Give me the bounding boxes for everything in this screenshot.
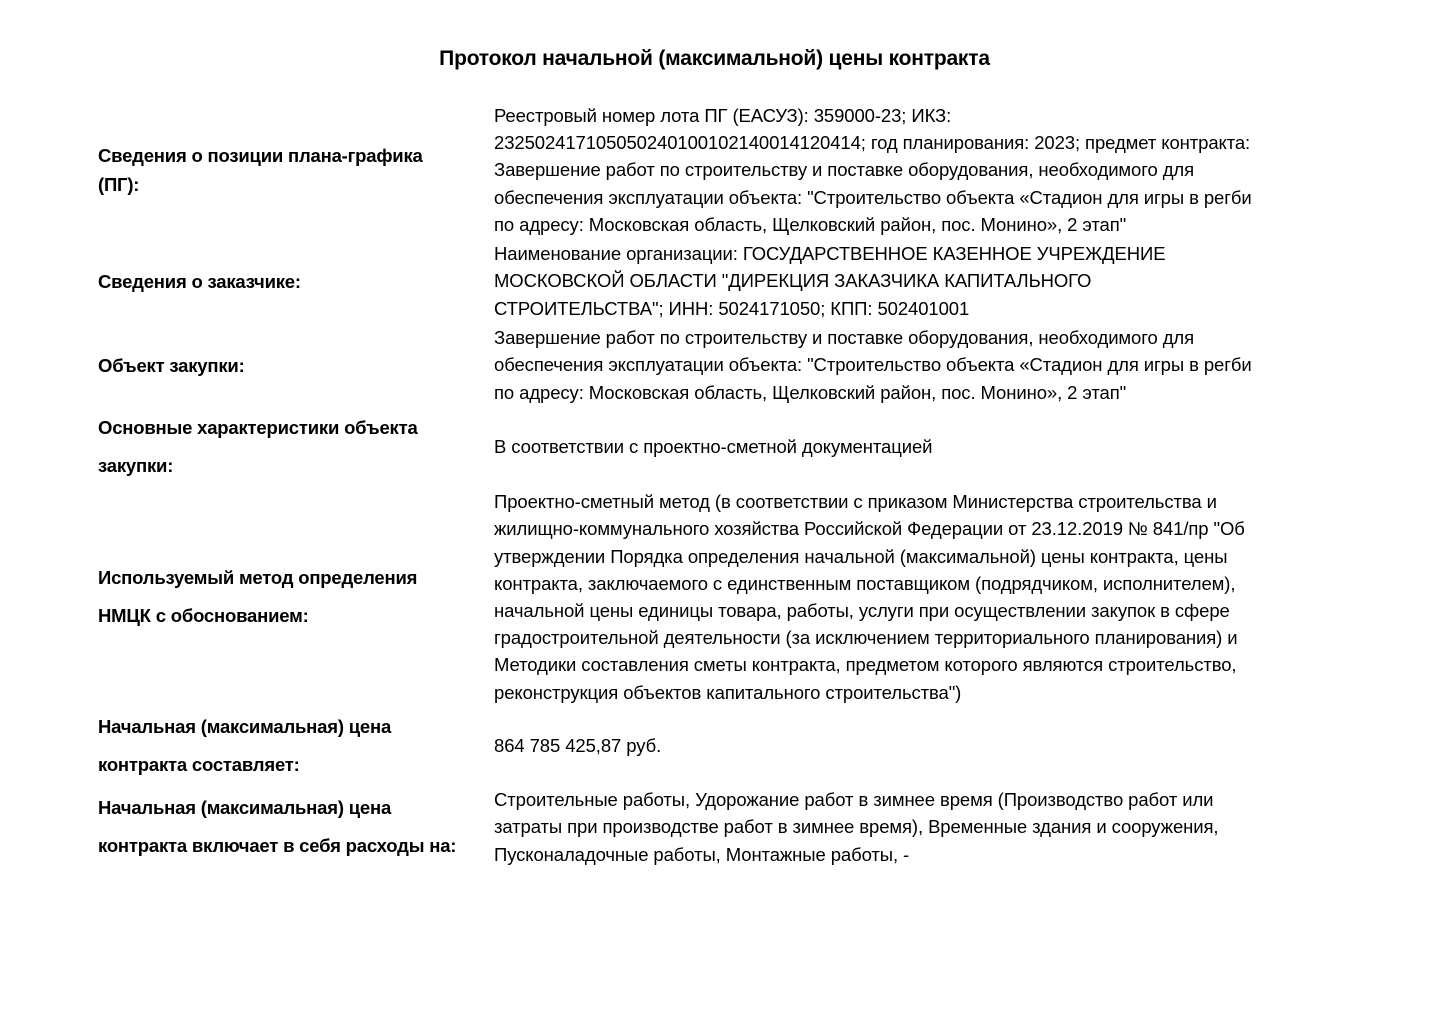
price-value: 864 785 425,87 руб.: [494, 735, 662, 757]
row-label: Объект закупки:: [98, 354, 245, 376]
row-label: Начальная (максимальная) цена контракта включает в себя расходы на:: [98, 797, 457, 856]
row-pricing-method: [98, 488, 1358, 706]
row-initial-price: [98, 708, 1358, 784]
row-label: Сведения о позиции плана-графика (ПГ):: [98, 145, 423, 195]
row-customer: [98, 240, 1358, 322]
row-main-characteristics: [98, 409, 1358, 485]
row-value: Проектно-сметный метод (в соответствии с приказом Министерства строительства и жилищно-коммунального хозяйства Российской Федерации от 23.12.2019 № 841/пр "Об утверждении Порядка определения начальной (максимальной) цены контракта, цены контракта, заключаемого с единственным поставщиком (подрядчиком, исполнителем), начальной цены единицы товара, работы, услуги при осуществлении закупок в сфере градостроительной деятельности (за исключением территориального планирования) и Методики составления сметы контракта, предметом которого являются строительство, реконструкция объектов капитального строительства"): [494, 491, 1245, 703]
document-title: Протокол начальной (максимальной) цены контракта: [439, 47, 990, 70]
row-plan-schedule: [98, 102, 1358, 238]
row-procurement-object: [98, 324, 1358, 406]
row-value: Строительные работы, Удорожание работ в зимнее время (Производство работ или затраты при производстве работ в зимнее время), Временные здания и сооружения, Пусконаладочные работы, Монтажные работы, -: [494, 789, 1219, 865]
row-value: В соответствии с проектно-сметной документацией: [494, 436, 933, 458]
row-value: Реестровый номер лота ПГ (ЕАСУЗ): 359000-23; ИКЗ: 232502417105050240100102140014120414; год планирования: 2023; предмет контракта: Завершение работ по строительству и поставке оборудования, необходимого для обеспечения эксплуатации объекта: "Строительство объекта «Стадион для игры в регби по адресу: Московская область, Щелковский район, пос. Монино», 2 этап": [494, 105, 1252, 235]
row-label: Сведения о заказчике:: [98, 270, 301, 292]
row-value: Наименование организации: ГОСУДАРСТВЕННОЕ КАЗЕННОЕ УЧРЕЖДЕНИЕ МОСКОВСКОЙ ОБЛАСТИ "ДИРЕКЦИЯ ЗАКАЗЧИКА КАПИТАЛЬНОГО СТРОИТЕЛЬСТВА"; ИНН: 5024171050; КПП: 502401001: [494, 243, 1166, 319]
row-label: Начальная (максимальная) цена контракта составляет:: [98, 716, 392, 775]
row-label: Основные характеристики объекта закупки:: [98, 417, 418, 476]
row-value: Завершение работ по строительству и поставке оборудования, необходимого для обеспечения эксплуатации объекта: "Строительство объекта «Стадион для игры в регби по адресу: Московская область, Щелковский район, пос. Монино», 2 этап": [494, 327, 1252, 403]
row-label: Используемый метод определения НМЦК с обоснованием:: [98, 567, 418, 626]
row-included-expenses: [98, 789, 1358, 865]
